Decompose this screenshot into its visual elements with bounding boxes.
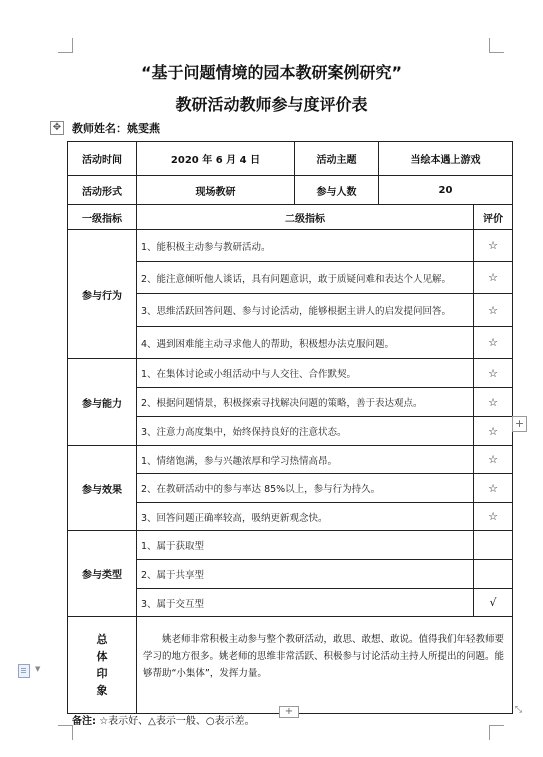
table-row — [68, 359, 513, 388]
summary-text[interactable]: 姚老师非常积极主动参与整个教研活动，敢思、敢想、敢说。值得我们年轻教师要学习的地方很多。姚老师的思维非常活跃、积极参与讨论活动主持人所提出的问题。能够帮助“小集体”，发挥力量。 — [137, 617, 513, 714]
level2-header: 二级指标 — [137, 205, 474, 230]
activity-time-value[interactable]: 2020 年 6 月 4 日 — [137, 142, 295, 176]
rating-mark[interactable] — [474, 531, 513, 560]
activity-theme-label: 活动主题 — [295, 142, 379, 176]
footnote-text: ☆表示好、△表示一般、○表示差。 — [99, 716, 255, 727]
rating-mark[interactable]: ☆ — [474, 230, 513, 262]
level1-header: 一级指标 — [68, 205, 137, 230]
table-row — [68, 446, 513, 474]
document-icon[interactable] — [18, 664, 30, 678]
chevron-down-icon[interactable]: ▼ — [35, 665, 41, 673]
group-label: 参与能力 — [68, 359, 137, 446]
crop-mark-bottom-right — [489, 725, 504, 740]
rating-mark[interactable]: ☆ — [474, 327, 513, 359]
summary-label-char: 体 — [96, 650, 108, 663]
summary-label-char: 印 — [96, 667, 108, 680]
indicator-text[interactable]: 1、情绪饱满，参与兴趣浓厚和学习热情高昂。 — [137, 446, 474, 474]
group-label: 参与类型 — [68, 531, 137, 617]
activity-form-value[interactable]: 现场教研 — [137, 176, 295, 205]
summary-label-char: 象 — [96, 684, 108, 697]
group-label: 参与效果 — [68, 446, 137, 531]
table-resize-icon[interactable]: ⤡ — [514, 705, 523, 715]
indicator-text[interactable]: 2、属于共享型 — [137, 560, 474, 589]
document-title: “基于问题情境的园本教研案例研究” — [140, 63, 403, 82]
indicator-text[interactable]: 1、能积极主动参与教研活动。 — [137, 230, 474, 262]
activity-theme-value[interactable]: 当绘本遇上游戏 — [379, 142, 513, 176]
crop-mark-top-right — [489, 38, 504, 53]
table-row — [68, 230, 513, 262]
evaluation-table — [67, 141, 513, 714]
crop-mark-top-left — [58, 38, 73, 53]
participant-count-value[interactable]: 20 — [379, 176, 513, 205]
rating-mark[interactable]: ☆ — [474, 388, 513, 417]
table-move-handle-icon[interactable]: ✥ — [50, 121, 64, 135]
info-row-1 — [68, 142, 513, 176]
group-label: 参与行为 — [68, 230, 137, 359]
add-column-icon[interactable]: + — [512, 416, 527, 432]
rating-mark[interactable]: ☆ — [474, 474, 513, 503]
add-row-icon[interactable]: + — [279, 706, 299, 718]
participant-count-label: 参与人数 — [295, 176, 379, 205]
indicator-text[interactable]: 3、注意力高度集中，始终保持良好的注意状态。 — [137, 417, 474, 446]
activity-time-label: 活动时间 — [68, 142, 137, 176]
footnote — [72, 712, 255, 727]
rating-mark[interactable]: ☆ — [474, 503, 513, 531]
activity-form-label: 活动形式 — [68, 176, 137, 205]
header-row — [68, 205, 513, 230]
crop-mark-bottom-left — [58, 725, 73, 740]
rating-mark[interactable]: √ — [474, 589, 513, 617]
indicator-text[interactable]: 3、属于交互型 — [137, 589, 474, 617]
rating-mark[interactable]: ☆ — [474, 294, 513, 327]
rating-mark[interactable]: ☆ — [474, 446, 513, 474]
indicator-text[interactable]: 2、能注意倾听他人谈话，具有问题意识，敢于质疑问难和表达个人见解。 — [137, 262, 474, 294]
summary-label — [68, 617, 137, 714]
summary-row — [68, 617, 513, 714]
indicator-text[interactable]: 4、遇到困难能主动寻求他人的帮助，积极想办法克服问题。 — [137, 327, 474, 359]
rating-mark[interactable] — [474, 560, 513, 589]
indicator-text[interactable]: 1、属于获取型 — [137, 531, 474, 560]
summary-label-char: 总 — [96, 633, 108, 646]
teacher-name: 教师姓名：姚雯燕 — [72, 122, 160, 135]
rating-header: 评价 — [474, 205, 513, 230]
table-row — [68, 531, 513, 560]
document-subtitle: 教研活动教师参与度评价表 — [175, 95, 368, 114]
indicator-text[interactable]: 2、在教研活动中的参与率达 85%以上，参与行为持久。 — [137, 474, 474, 503]
rating-mark[interactable]: ☆ — [474, 417, 513, 446]
rating-mark[interactable]: ☆ — [474, 262, 513, 294]
indicator-text[interactable]: 2、根据问题情景，积极探索寻找解决问题的策略，善于表达观点。 — [137, 388, 474, 417]
rating-mark[interactable]: ☆ — [474, 359, 513, 388]
indicator-text[interactable]: 3、思维活跃回答问题、参与讨论活动，能够根据主讲人的启发提问回答。 — [137, 294, 474, 327]
indicator-text[interactable]: 3、回答问题正确率较高，吸纳更新观念快。 — [137, 503, 474, 531]
indicator-text[interactable]: 1、在集体讨论或小组活动中与人交往、合作默契。 — [137, 359, 474, 388]
footnote-label: 备注: — [72, 716, 96, 727]
info-row-2 — [68, 176, 513, 205]
